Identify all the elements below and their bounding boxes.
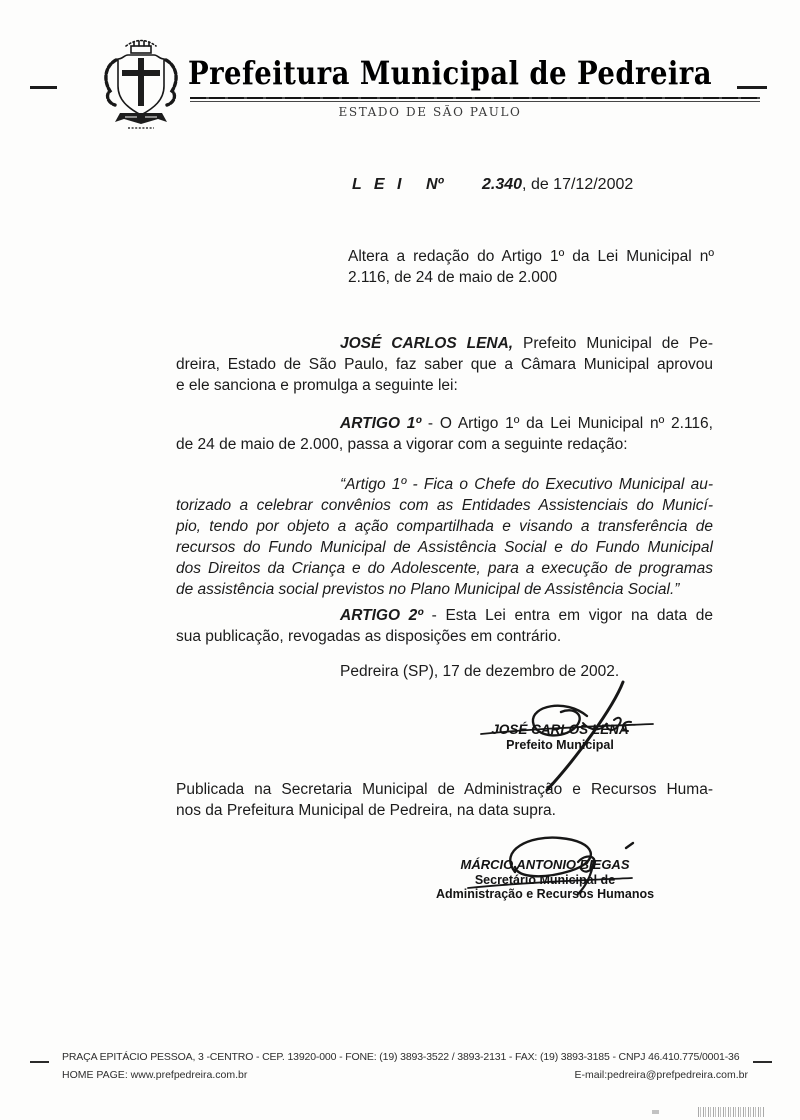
footer-contact-line [62,1069,748,1081]
footer-rule-right-dash [753,1061,772,1063]
quoted-article-paragraph: “Artigo 1º - Fica o Chefe do Executivo Municipal au- torizado a celebrar convênios com as Entidades Assistenciais do Municí- pio, tendo por objeto a ação compartilhada e visando a transferência de recursos do Fundo Municipal de Assistência Social e do Fundo Municipal dos Direitos da Criança e do Adolescente, para a execução de programas de assistência social previstos no Plano Municipal de Assistência Social.” [176,476,713,598]
header-rule-left-dash [30,86,57,89]
coat-of-arms-icon [98,34,184,130]
state-subtitle: ESTADO DE SÃO PAULO [338,105,522,119]
scan-barcode-artifact [698,1107,764,1117]
article2-paragraph: ARTIGO 2º - Esta Lei entra em vigor na data de sua publicação, revogadas as disposições em contrário. [176,607,713,645]
secretary-signature-title-line1: Secretário Municipal de [474,873,616,887]
header-rule-right-dash [737,86,767,89]
preamble-paragraph: JOSÉ CARLOS LENA, Prefeito Municipal de Pe- dreira, Estado de São Paulo, faz saber que a Câmara Municipal aprovou e ele sanciona e promulga a seguinte lei: [176,335,713,394]
law-number: 2.340 [482,176,523,193]
scan-mark-artifact [652,1110,659,1114]
article1-paragraph: ARTIGO 1º - O Artigo 1º da Lei Municipal nº 2.116, de 24 de maio de 2.000, passa a vigorar com a seguinte redação: [176,415,713,453]
publication-paragraph: Publicada na Secretaria Municipal de Administração e Recursos Huma- nos da Prefeitura Municipal de Pedreira, na data supra. [176,781,713,819]
secretary-signature-name: MÁRCIO ANTONIO BIEGAS [460,857,630,872]
footer-homepage: HOME PAGE: www.prefpedreira.com.br [62,1069,248,1081]
mayor-signature-name: JOSÉ CARLOS LENA [491,722,629,737]
law-number-label: Nº [426,176,444,193]
secretary-signature-title-line2: Administração e Recursos Humanos [435,887,655,901]
title-underline-rule [190,97,760,102]
footer-address-line: PRAÇA EPITÁCIO PESSOA, 3 -CENTRO - CEP. 13920-000 - FONE: (19) 3893-3522 / 3893-2131 - FAX: (19) 3893-3185 - CNPJ 46.410.775/0001-36 [62,1051,740,1063]
law-number-and-date [482,176,633,194]
footer-email: E-mail:pedreira@prefpedreira.com.br [574,1069,748,1081]
summary-paragraph: Altera a redação do Artigo 1º da Lei Municipal nº 2.116, de 24 de maio de 2.000 [348,248,714,286]
document-title: Prefeitura Municipal de Pedreira [188,54,712,92]
footer-rule-left-dash [30,1061,49,1063]
mayor-signature-title: Prefeito Municipal [506,738,614,752]
law-date-suffix: , de 17/12/2002 [522,176,634,193]
law-label: L E I [352,176,406,193]
dateline: Pedreira (SP), 17 de dezembro de 2002. [340,663,620,680]
